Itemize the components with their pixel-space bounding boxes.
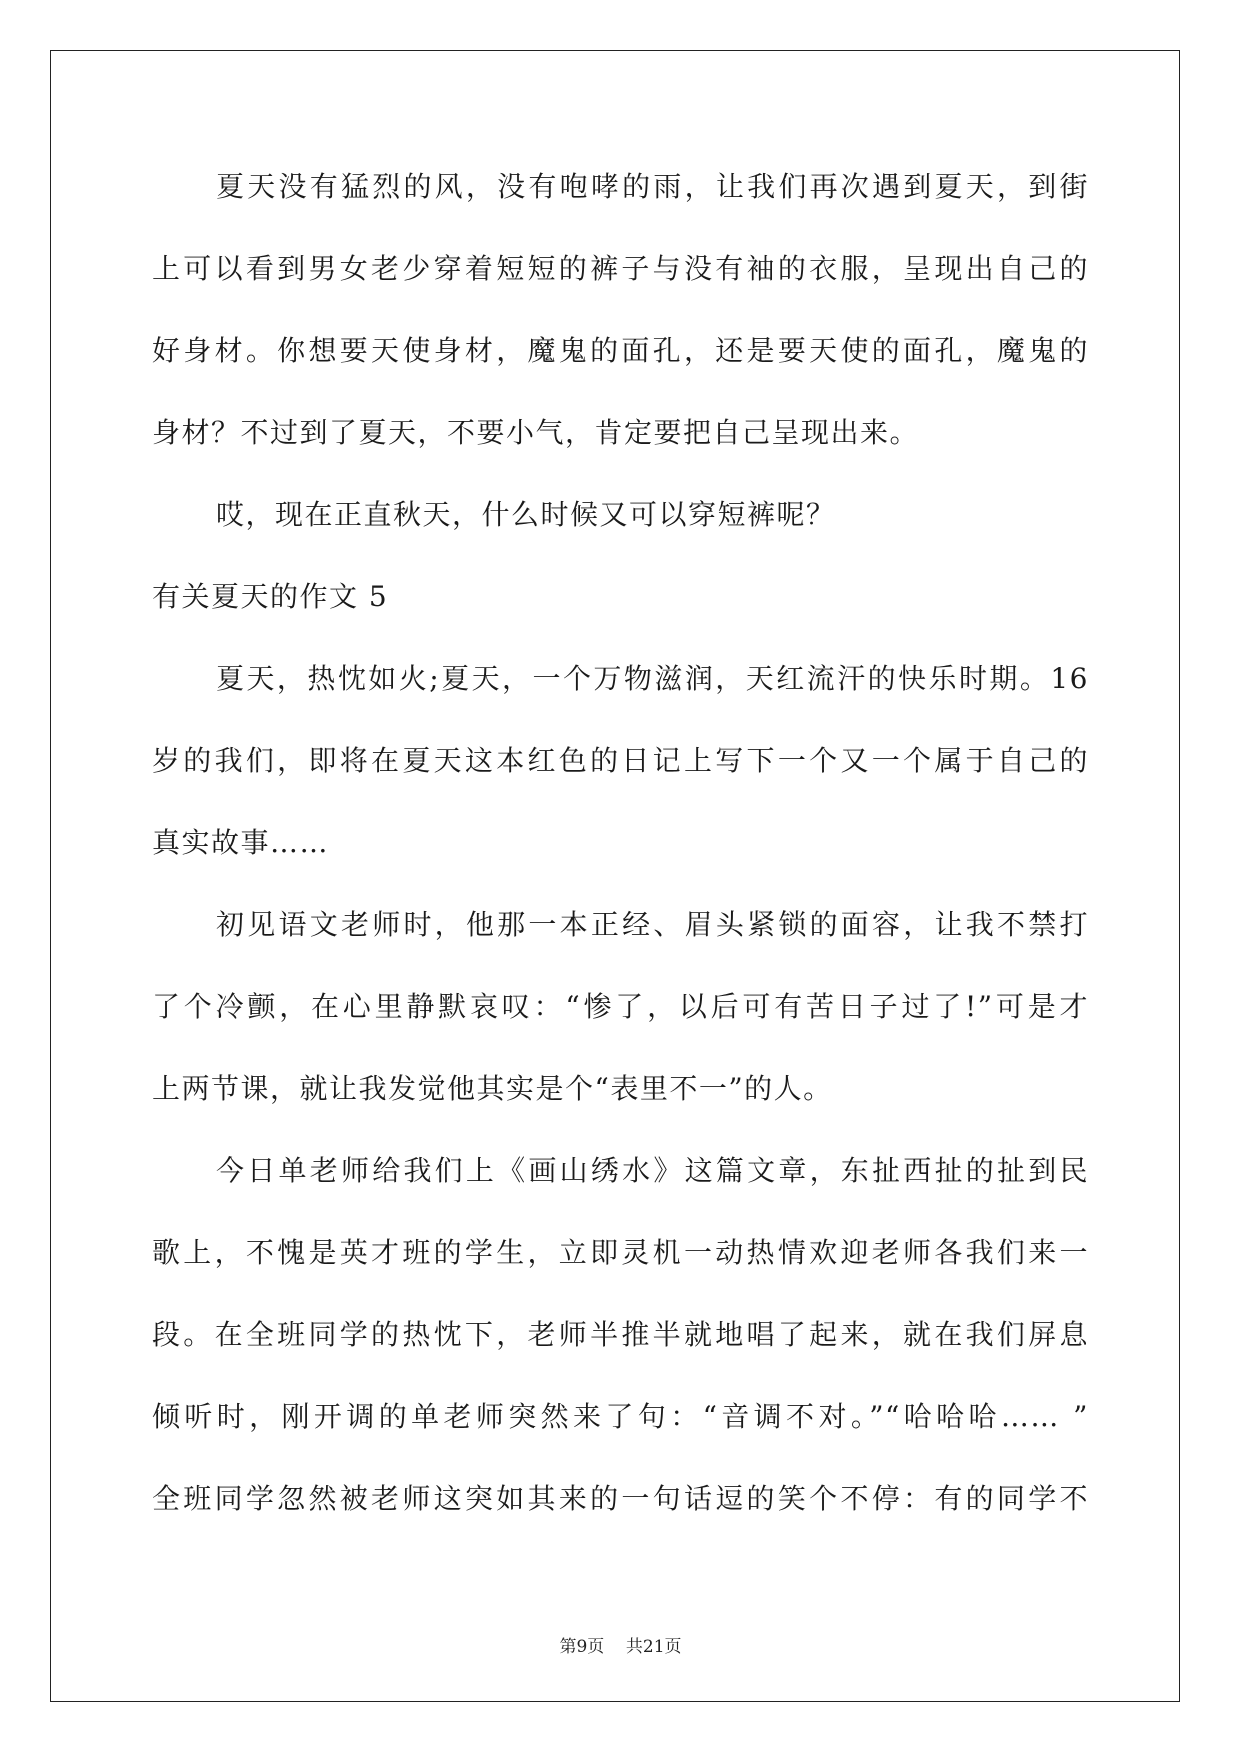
text-line: 歌上，不愧是英才班的学生，立即灵机一动热情欢迎老师各我们来一: [152, 1236, 1089, 1269]
page-number: 9: [576, 1637, 588, 1657]
total-label-suffix: 页: [664, 1637, 682, 1657]
text-line: 上可以看到男女老少穿着短短的裤子与没有袖的衣服，呈现出自己的: [152, 252, 1089, 285]
text-line: 夏天，热忱如火;夏天，一个万物滋润，天红流汗的快乐时期。16: [216, 662, 1089, 695]
page-label-prefix: 第: [559, 1637, 577, 1657]
text-line: 全班同学忽然被老师这突如其来的一句话逗的笑个不停：有的同学不: [152, 1482, 1089, 1515]
text-line: 哎，现在正直秋天，什么时候又可以穿短裤呢？: [216, 498, 836, 531]
total-pages: 21: [642, 1637, 665, 1657]
text-line: 段。在全班同学的热忱下，老师半推半就地唱了起来，就在我们屏息: [152, 1318, 1089, 1351]
text-line: 倾听时，刚开调的单老师突然来了句：“音调不对。”“哈哈哈…… ”: [152, 1400, 1089, 1433]
document-body: [152, 163, 1089, 1557]
total-label-prefix: 共: [625, 1637, 643, 1657]
text-line: 好身材。你想要天使身材，魔鬼的面孔，还是要天使的面孔，魔鬼的: [152, 334, 1089, 367]
text-line: 真实故事……: [152, 826, 330, 859]
text-line: 今日单老师给我们上《画山绣水》这篇文章，东扯西扯的扯到民: [216, 1154, 1089, 1187]
page-footer: [0, 1632, 1241, 1657]
text-line: 了个冷颤，在心里静默哀叹：“惨了，以后可有苦日子过了!”可是才: [152, 990, 1089, 1023]
page-label-suffix: 页: [587, 1637, 605, 1657]
text-line: 岁的我们，即将在夏天这本红色的日记上写下一个又一个属于自己的: [152, 744, 1089, 777]
text-line: 初见语文老师时，他那一本正经、眉头紧锁的面容，让我不禁打: [216, 908, 1089, 941]
text-line: 上两节课，就让我发觉他其实是个“表里不一”的人。: [152, 1072, 833, 1105]
text-line: 夏天没有猛烈的风，没有咆哮的雨，让我们再次遇到夏天，到街: [216, 170, 1089, 203]
text-line: 身材？不过到了夏天，不要小气，肯定要把自己呈现出来。: [152, 416, 920, 449]
section-heading: 有关夏天的作文 5: [152, 580, 389, 613]
